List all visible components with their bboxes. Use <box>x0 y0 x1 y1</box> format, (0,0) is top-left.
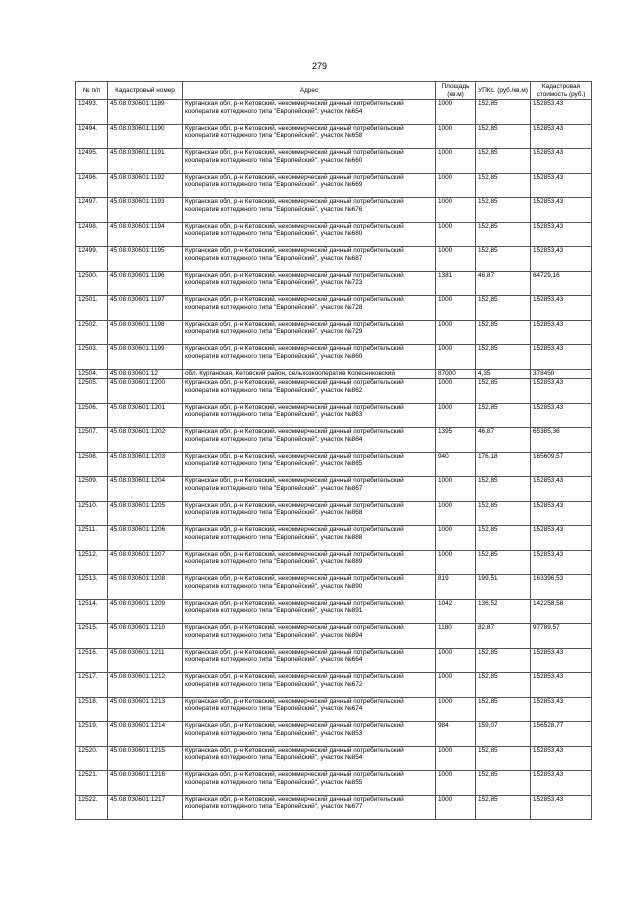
table-row <box>76 247 592 272</box>
cadastral-cost: 152853,43 <box>531 345 592 370</box>
area: 984 <box>436 722 476 747</box>
upks-value: 46,87 <box>476 428 531 453</box>
area: 1000 <box>436 771 476 796</box>
table-row <box>76 771 592 796</box>
cadastral-number: 45:08:030601:1199 <box>108 345 183 370</box>
cadastral-number: 45:08:030601:1214 <box>108 722 183 747</box>
address: Курганская обл, р-н Кетовский, некоммерческий дачный потребительский кооператив коттеджного типа "Европейский", участок №674 <box>183 697 436 722</box>
cadastral-cost: 152853,43 <box>531 149 592 174</box>
header-cadastral-cost: Кадастровая стоимость (руб.) <box>531 82 592 100</box>
row-number: 12518. <box>76 697 108 722</box>
cadastral-number: 45:08:030601:1215 <box>108 746 183 771</box>
cadastral-cost: 152853,43 <box>531 501 592 526</box>
address: Курганская обл, р-н Кетовский, некоммерческий дачный потребительский кооператив коттеджного типа "Европейский", участок №680 <box>183 222 436 247</box>
table-row <box>76 271 592 296</box>
cadastral-cost: 152853,43 <box>531 296 592 321</box>
cadastral-number: 45:08:030601:1195 <box>108 247 183 272</box>
cadastral-cost: 64729,16 <box>531 271 592 296</box>
table-row <box>76 673 592 698</box>
header-address: Адрес <box>183 82 436 100</box>
row-number: 12507. <box>76 428 108 453</box>
cadastral-value-table <box>75 81 592 820</box>
cadastral-cost: 152853,43 <box>531 771 592 796</box>
cadastral-cost: 152853,43 <box>531 795 592 820</box>
table-row <box>76 198 592 223</box>
area: 1000 <box>436 124 476 149</box>
cadastral-cost: 97789,57 <box>531 624 592 649</box>
row-number: 12511. <box>76 526 108 551</box>
cadastral-number: 45:08:030601:1200 <box>108 379 183 404</box>
address: Курганская обл, р-н Кетовский, некоммерческий дачный потребительский кооператив коттеджного типа "Европейский", участок №654 <box>183 100 436 125</box>
table-row <box>76 320 592 345</box>
upks-value: 46,87 <box>476 271 531 296</box>
cadastral-cost: 152853,43 <box>531 697 592 722</box>
row-number: 12506. <box>76 403 108 428</box>
row-number: 12520. <box>76 746 108 771</box>
upks-value: 152,85 <box>476 198 531 223</box>
row-number: 12517. <box>76 673 108 698</box>
table-row <box>76 648 592 673</box>
table-row <box>76 746 592 771</box>
address: Курганская обл, р-н Кетовский, некоммерческий дачный потребительский кооператив коттеджного типа "Европейский", участок №687 <box>183 247 436 272</box>
address: Курганская обл, р-н Кетовский, некоммерческий дачный потребительский кооператив коттеджного типа "Европейский", участок №891 <box>183 599 436 624</box>
cadastral-cost: 152853,43 <box>531 222 592 247</box>
cadastral-number: 45:08:030601:1202 <box>108 428 183 453</box>
upks-value: 152,85 <box>476 320 531 345</box>
cadastral-number: 45:08:030601:1208 <box>108 575 183 600</box>
upks-value: 199,51 <box>476 575 531 600</box>
row-number: 12513. <box>76 575 108 600</box>
row-number: 12521. <box>76 771 108 796</box>
area: 1000 <box>436 501 476 526</box>
area: 1000 <box>436 795 476 820</box>
cadastral-number: 45:08:030601:1196 <box>108 271 183 296</box>
address: Курганская обл, р-н Кетовский, некоммерческий дачный потребительский кооператив коттеджного типа "Европейский", участок №664 <box>183 648 436 673</box>
area: 1000 <box>436 247 476 272</box>
upks-value: 159,07 <box>476 722 531 747</box>
table-row <box>76 599 592 624</box>
cadastral-number: 45:08:030601:1201 <box>108 403 183 428</box>
upks-value: 152,85 <box>476 501 531 526</box>
cadastral-cost: 152853,43 <box>531 320 592 345</box>
cadastral-number: 45:08:030601:1194 <box>108 222 183 247</box>
cadastral-cost: 152853,43 <box>531 746 592 771</box>
row-number: 12522. <box>76 795 108 820</box>
row-number: 12501. <box>76 296 108 321</box>
area: 87000 <box>436 369 476 379</box>
table-row <box>76 452 592 477</box>
cadastral-cost: 163396,53 <box>531 575 592 600</box>
area: 819 <box>436 575 476 600</box>
upks-value: 176,18 <box>476 452 531 477</box>
header-upks: УПКс. (руб./кв.м) <box>476 82 531 100</box>
upks-value: 152,85 <box>476 648 531 673</box>
upks-value: 152,85 <box>476 100 531 125</box>
upks-value: 152,85 <box>476 173 531 198</box>
area: 1000 <box>436 746 476 771</box>
row-number: 12497. <box>76 198 108 223</box>
cadastral-cost: 142258,58 <box>531 599 592 624</box>
table-row <box>76 795 592 820</box>
page-number: 279 <box>311 61 328 71</box>
upks-value: 152,85 <box>476 771 531 796</box>
area: 1000 <box>436 403 476 428</box>
table-row <box>76 722 592 747</box>
cadastral-cost: 152853,43 <box>531 526 592 551</box>
cadastral-number: 45:08:030601:1189 <box>108 100 183 125</box>
area: 1000 <box>436 345 476 370</box>
area: 1000 <box>436 296 476 321</box>
cadastral-number: 45:08:030601:1197 <box>108 296 183 321</box>
cadastral-number: 45:08:030601:1211 <box>108 648 183 673</box>
cadastral-cost: 152853,43 <box>531 124 592 149</box>
address: Курганская обл, р-н Кетовский, некоммерческий дачный потребительский кооператив коттеджного типа "Европейский", участок №854 <box>183 746 436 771</box>
row-number: 12510. <box>76 501 108 526</box>
upks-value: 152,85 <box>476 345 531 370</box>
address: Курганская обл, р-н Кетовский, некоммерческий дачный потребительский кооператив коттеджного типа "Европейский", участок №723 <box>183 271 436 296</box>
cadastral-cost: 152853,43 <box>531 247 592 272</box>
address: Курганская обл, р-н Кетовский, некоммерческий дачный потребительский кооператив коттеджного типа "Европейский", участок №728 <box>183 296 436 321</box>
upks-value: 4,35 <box>476 369 531 379</box>
cadastral-cost: 152853,43 <box>531 100 592 125</box>
cadastral-number: 45:08:030601:1213 <box>108 697 183 722</box>
address: Курганская обл, р-н Кетовский, некоммерческий дачный потребительский кооператив коттеджного типа "Европейский", участок №658 <box>183 124 436 149</box>
row-number: 12516. <box>76 648 108 673</box>
area: 1000 <box>436 222 476 247</box>
area: 1000 <box>436 648 476 673</box>
cadastral-cost: 65385,36 <box>531 428 592 453</box>
cadastral-cost: 165609,57 <box>531 452 592 477</box>
cadastral-number: 45:08:030601:1206 <box>108 526 183 551</box>
row-number: 12494. <box>76 124 108 149</box>
table-row <box>76 173 592 198</box>
table-row <box>76 296 592 321</box>
cadastral-cost: 152853,43 <box>531 198 592 223</box>
table-row <box>76 428 592 453</box>
area: 1042 <box>436 599 476 624</box>
upks-value: 152,85 <box>476 673 531 698</box>
row-number: 12504. <box>76 369 108 379</box>
address: Курганская обл, р-н Кетовский, некоммерческий дачный потребительский кооператив коттеджного типа "Европейский", участок №853 <box>183 722 436 747</box>
upks-value: 136,52 <box>476 599 531 624</box>
cadastral-number: 45:08:030601:1205 <box>108 501 183 526</box>
cadastral-number: 45:08:030601:1212 <box>108 673 183 698</box>
header-num: № п/п <box>76 82 108 100</box>
header-area: Площадь (кв.м) <box>436 82 476 100</box>
cadastral-cost: 152853,43 <box>531 550 592 575</box>
address: Курганская обл, р-н Кетовский, некоммерческий дачный потребительский кооператив коттеджного типа "Европейский", участок №729 <box>183 320 436 345</box>
address: Курганская обл, р-н Кетовский, некоммерческий дачный потребительский кооператив коттеджного типа "Европейский", участок №855 <box>183 771 436 796</box>
address: Курганская обл, р-н Кетовский, некоммерческий дачный потребительский кооператив коттеджного типа "Европейский", участок №669 <box>183 173 436 198</box>
area: 1000 <box>436 673 476 698</box>
address: Курганская обл, р-н Кетовский, некоммерческий дачный потребительский кооператив коттеджного типа "Европейский", участок №864 <box>183 428 436 453</box>
upks-value: 152,85 <box>476 149 531 174</box>
cadastral-number: 45:08:030601:1210 <box>108 624 183 649</box>
table-row <box>76 526 592 551</box>
area: 1000 <box>436 526 476 551</box>
address: Курганская обл, р-н Кетовский, некоммерческий дачный потребительский кооператив коттеджного типа "Европейский", участок №868 <box>183 501 436 526</box>
address: Курганская обл, р-н Кетовский, некоммерческий дачный потребительский кооператив коттеджного типа "Европейский", участок №676 <box>183 198 436 223</box>
row-number: 12500. <box>76 271 108 296</box>
address: Курганская обл, р-н Кетовский, некоммерческий дачный потребительский кооператив коттеджного типа "Европейский", участок №862 <box>183 379 436 404</box>
upks-value: 152,85 <box>476 746 531 771</box>
area: 1000 <box>436 379 476 404</box>
row-number: 12496. <box>76 173 108 198</box>
area: 1000 <box>436 477 476 502</box>
row-number: 12512. <box>76 550 108 575</box>
row-number: 12519. <box>76 722 108 747</box>
table-row <box>76 222 592 247</box>
upks-value: 152,85 <box>476 697 531 722</box>
table-row <box>76 124 592 149</box>
address: обл. Курганская, Кетовский район, сельхозкооператив Колесниковский <box>183 369 436 379</box>
address: Курганская обл, р-н Кетовский, некоммерческий дачный потребительский кооператив коттеджного типа "Европейский", участок №890 <box>183 575 436 600</box>
table-row <box>76 550 592 575</box>
table-row <box>76 624 592 649</box>
table-row <box>76 575 592 600</box>
row-number: 12503. <box>76 345 108 370</box>
area: 1000 <box>436 550 476 575</box>
row-number: 12495. <box>76 149 108 174</box>
upks-value: 152,85 <box>476 403 531 428</box>
row-number: 12493. <box>76 100 108 125</box>
table-row <box>76 501 592 526</box>
row-number: 12515. <box>76 624 108 649</box>
table-row <box>76 369 592 379</box>
upks-value: 152,85 <box>476 526 531 551</box>
address: Курганская обл, р-н Кетовский, некоммерческий дачный потребительский кооператив коттеджного типа "Европейский", участок №672 <box>183 673 436 698</box>
cadastral-cost: 156528,77 <box>531 722 592 747</box>
area: 1000 <box>436 149 476 174</box>
table-row <box>76 149 592 174</box>
area: 1000 <box>436 697 476 722</box>
address: Курганская обл, р-н Кетовский, некоммерческий дачный потребительский кооператив коттеджного типа "Европейский", участок №889 <box>183 550 436 575</box>
cadastral-number: 45:08:030601:1193 <box>108 198 183 223</box>
table-row <box>76 477 592 502</box>
upks-value: 152,85 <box>476 550 531 575</box>
cadastral-cost: 152853,43 <box>531 477 592 502</box>
address: Курганская обл, р-н Кетовский, некоммерческий дачный потребительский кооператив коттеджного типа "Европейский", участок №860 <box>183 345 436 370</box>
area: 1395 <box>436 428 476 453</box>
row-number: 12499. <box>76 247 108 272</box>
cadastral-cost: 152853,43 <box>531 403 592 428</box>
cadastral-number: 45:08:030601:1216 <box>108 771 183 796</box>
cadastral-cost: 152853,43 <box>531 173 592 198</box>
row-number: 12502. <box>76 320 108 345</box>
table-row <box>76 697 592 722</box>
table-row <box>76 345 592 370</box>
upks-value: 152,85 <box>476 222 531 247</box>
row-number: 12508. <box>76 452 108 477</box>
cadastral-cost: 152853,43 <box>531 673 592 698</box>
upks-value: 152,85 <box>476 124 531 149</box>
upks-value: 152,85 <box>476 477 531 502</box>
row-number: 12505. <box>76 379 108 404</box>
upks-value: 82,87 <box>476 624 531 649</box>
address: Курганская обл, р-н Кетовский, некоммерческий дачный потребительский кооператив коттеджного типа "Европейский", участок №867 <box>183 477 436 502</box>
cadastral-number: 45:08:030601:1203 <box>108 452 183 477</box>
upks-value: 152,85 <box>476 296 531 321</box>
area: 1000 <box>436 320 476 345</box>
area: 940 <box>436 452 476 477</box>
address: Курганская обл, р-н Кетовский, некоммерческий дачный потребительский кооператив коттеджного типа "Европейский", участок №677 <box>183 795 436 820</box>
address: Курганская обл, р-н Кетовский, некоммерческий дачный потребительский кооператив коттеджного типа "Европейский", участок №894 <box>183 624 436 649</box>
header-cadastral-number: Кадастровый номер <box>108 82 183 100</box>
area: 1381 <box>436 271 476 296</box>
address: Курганская обл, р-н Кетовский, некоммерческий дачный потребительский кооператив коттеджного типа "Европейский", участок №888 <box>183 526 436 551</box>
table-row <box>76 403 592 428</box>
address: Курганская обл, р-н Кетовский, некоммерческий дачный потребительский кооператив коттеджного типа "Европейский", участок №863 <box>183 403 436 428</box>
cadastral-number: 45:08:030601:1198 <box>108 320 183 345</box>
row-number: 12514. <box>76 599 108 624</box>
table-header-row <box>76 82 592 100</box>
table-row <box>76 379 592 404</box>
table-body <box>76 100 592 820</box>
area: 1000 <box>436 100 476 125</box>
table-row <box>76 100 592 125</box>
cadastral-cost: 152853,43 <box>531 379 592 404</box>
upks-value: 152,85 <box>476 795 531 820</box>
area: 1000 <box>436 198 476 223</box>
cadastral-number: 45:08:030601:1190 <box>108 124 183 149</box>
address: Курганская обл, р-н Кетовский, некоммерческий дачный потребительский кооператив коттеджного типа "Европейский", участок №865 <box>183 452 436 477</box>
cadastral-number: 45:08:030601:1204 <box>108 477 183 502</box>
cadastral-number: 45:08:030601:1217 <box>108 795 183 820</box>
upks-value: 152,85 <box>476 247 531 272</box>
upks-value: 152,85 <box>476 379 531 404</box>
area: 1180 <box>436 624 476 649</box>
cadastral-cost: 378450 <box>531 369 592 379</box>
cadastral-number: 45:08:030601:12 <box>108 369 183 379</box>
row-number: 12498. <box>76 222 108 247</box>
row-number: 12509. <box>76 477 108 502</box>
cadastral-number: 45:08:030601:1207 <box>108 550 183 575</box>
cadastral-number: 45:08:030601:1192 <box>108 173 183 198</box>
cadastral-number: 45:08:030601:1191 <box>108 149 183 174</box>
area: 1000 <box>436 173 476 198</box>
cadastral-number: 45:08:030601:1209 <box>108 599 183 624</box>
address: Курганская обл, р-н Кетовский, некоммерческий дачный потребительский кооператив коттеджного типа "Европейский", участок №660 <box>183 149 436 174</box>
cadastral-cost: 152853,43 <box>531 648 592 673</box>
